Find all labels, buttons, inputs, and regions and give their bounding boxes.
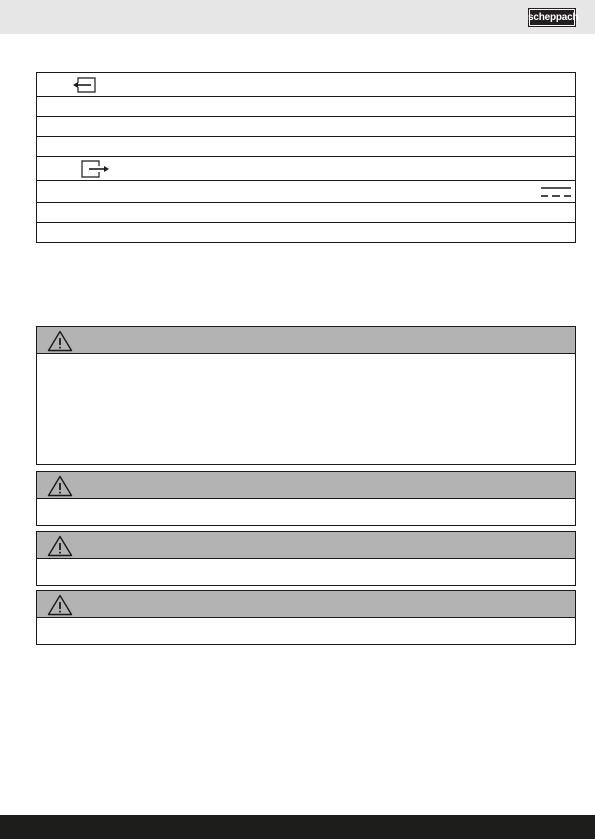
- caution-header: [37, 472, 575, 499]
- warning-triangle-icon: [47, 475, 73, 497]
- table-cell: [37, 157, 108, 181]
- table-cell: [107, 97, 576, 117]
- table-cell: [37, 203, 108, 223]
- table-cell: [37, 137, 108, 157]
- table-row: [37, 117, 576, 137]
- table-row: [37, 73, 576, 97]
- table-row: [37, 137, 576, 157]
- table-cell: [37, 117, 108, 137]
- table-cell: [107, 203, 576, 223]
- input-arrow-icon: [71, 77, 99, 93]
- table-cell: [107, 223, 576, 243]
- page-header: [0, 0, 595, 34]
- table-cell: [107, 117, 576, 137]
- table-cell: [37, 97, 108, 117]
- table-cell: [37, 223, 108, 243]
- table-cell: [37, 181, 108, 203]
- warning-box: [36, 326, 576, 465]
- caution-header: [37, 532, 575, 559]
- table-row: [37, 203, 576, 223]
- table-row: [37, 181, 576, 203]
- warning-triangle-icon: [47, 535, 73, 557]
- table-cell: [107, 181, 576, 203]
- warning-triangle-icon: [47, 330, 73, 352]
- caution-box: [36, 471, 576, 526]
- technical-data-table: [36, 72, 576, 243]
- table-row: [37, 97, 576, 117]
- table-cell: [107, 157, 576, 181]
- caution-box: [36, 531, 576, 586]
- direct-current-icon: [541, 186, 571, 198]
- warning-triangle-icon: [47, 594, 73, 616]
- page-footer: [0, 815, 595, 839]
- scheppach-logo: scheppach: [528, 8, 576, 27]
- table-cell: [107, 73, 576, 97]
- caution-box: [36, 590, 576, 645]
- table-cell: [107, 137, 576, 157]
- table-row: [37, 157, 576, 181]
- warning-header: [37, 327, 575, 354]
- caution-header: [37, 591, 575, 618]
- table-row: [37, 223, 576, 243]
- table-cell: [37, 73, 108, 97]
